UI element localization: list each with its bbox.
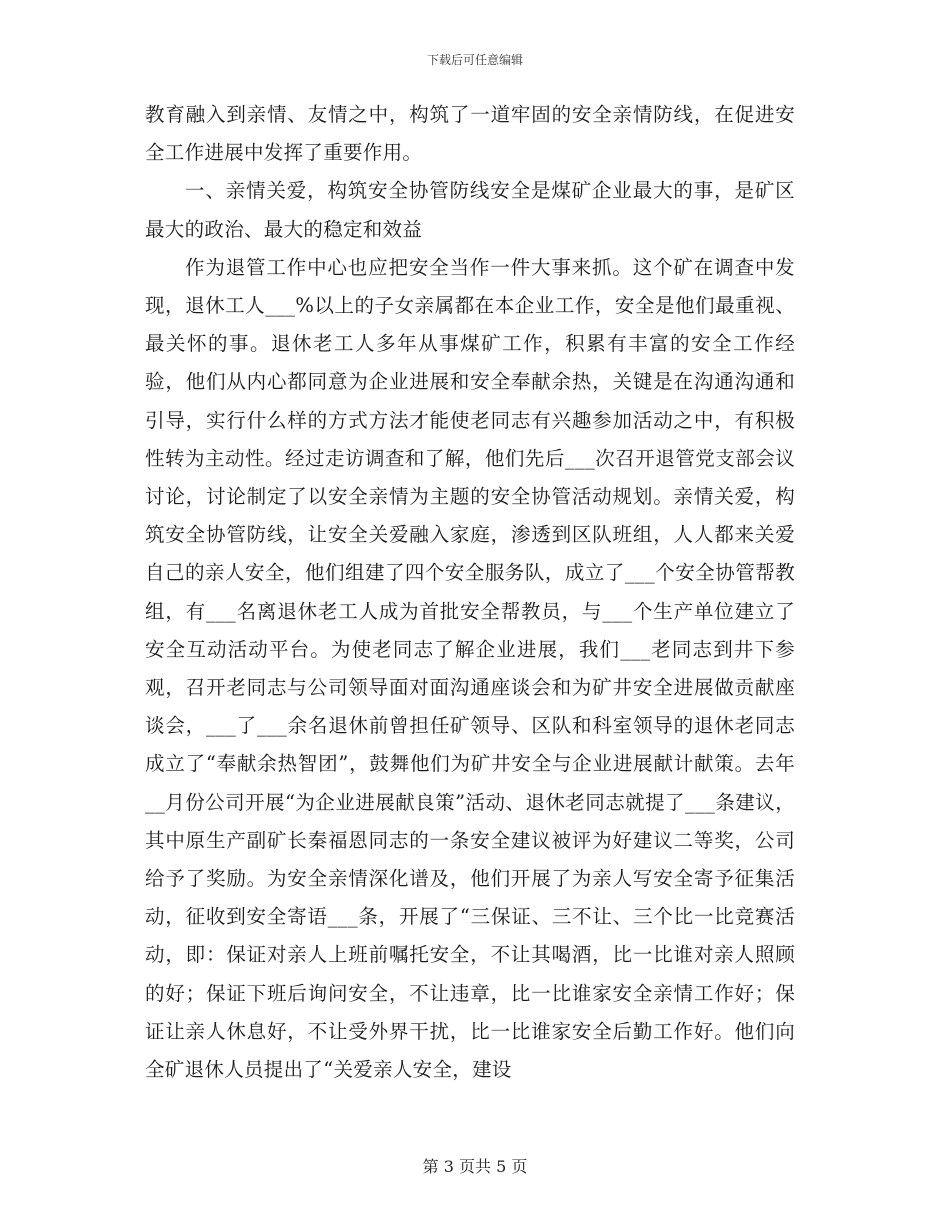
document-body [145, 96, 795, 1089]
paragraph-continuation: 教育融入到亲情、友情之中，构筑了一道牢固的安全亲情防线，在促进安全工作进展中发挥了重要作用。 [145, 103, 795, 165]
page-header: 下载后可任意编辑 [426, 53, 523, 67]
page-number-footer: 第 3 页共 5 页 [422, 1157, 528, 1176]
body-paragraph: 作为退管工作中心也应把安全当作一件大事来抓。这个矿在调查中发现，退休工人___%以上的子女亲属都在本企业工作，安全是他们最重视、最关怀的事。退休老工人多年从事煤矿工作，积累有丰富的安全工作经验，他们从内心都同意为企业进展和安全奉献余热，关键是在沟通沟通和引导，实行什么样的方式方法才能使老同志有兴趣参加活动之中，有积极性转为主动性。经过走访调查和了解，他们先后___次召开退管党支部会议讨论，讨论制定了以安全亲情为主题的安全协管活动规划。亲情关爱，构筑安全协管防线，让安全关爱融入家庭，渗透到区队班组，人人都来关爱自己的亲人安全，他们组建了四个安全服务队，成立了___个安全协管帮教组，有___名离退休老工人成为首批安全帮教员，与___个生产单位建立了安全互动活动平台。为使老同志了解企业进展，我们___老同志到井下参观，召开老同志与公司领导面对面沟通座谈会和为矿井安全进展做贡献座谈会，___了___余名退休前曾担任矿领导、区队和科室领导的退休老同志成立了“奉献余热智团”，鼓舞他们为矿井安全与企业进展献计献策。去年__月份公司开展“为企业进展献良策”活动、退休老同志就提了___条建议，其中原生产副矿长秦福恩同志的一条安全建议被评为好建议二等奖，公司给予了奖励。为安全亲情深化谱及，他们开展了为亲人写安全寄予征集活动，征收到安全寄语___条，开展了“三保证、三不让、三个比一比竞赛活动，即：保证对亲人上班前嘱托安全，不让其喝酒，比一比谁对亲人照顾的好；保证下班后询问安全，不让违章，比一比谁家安全亲情工作好；保证让亲人休息好，不让受外界干扰，比一比谁家安全后勤工作好。他们向全矿退休人员提出了“关爱亲人安全，建设 [145, 255, 795, 1082]
section-heading-paragraph: 一、亲情关爱，构筑安全协管防线安全是煤矿企业最大的事，是矿区最大的政治、最大的稳定和效益 [145, 179, 795, 241]
